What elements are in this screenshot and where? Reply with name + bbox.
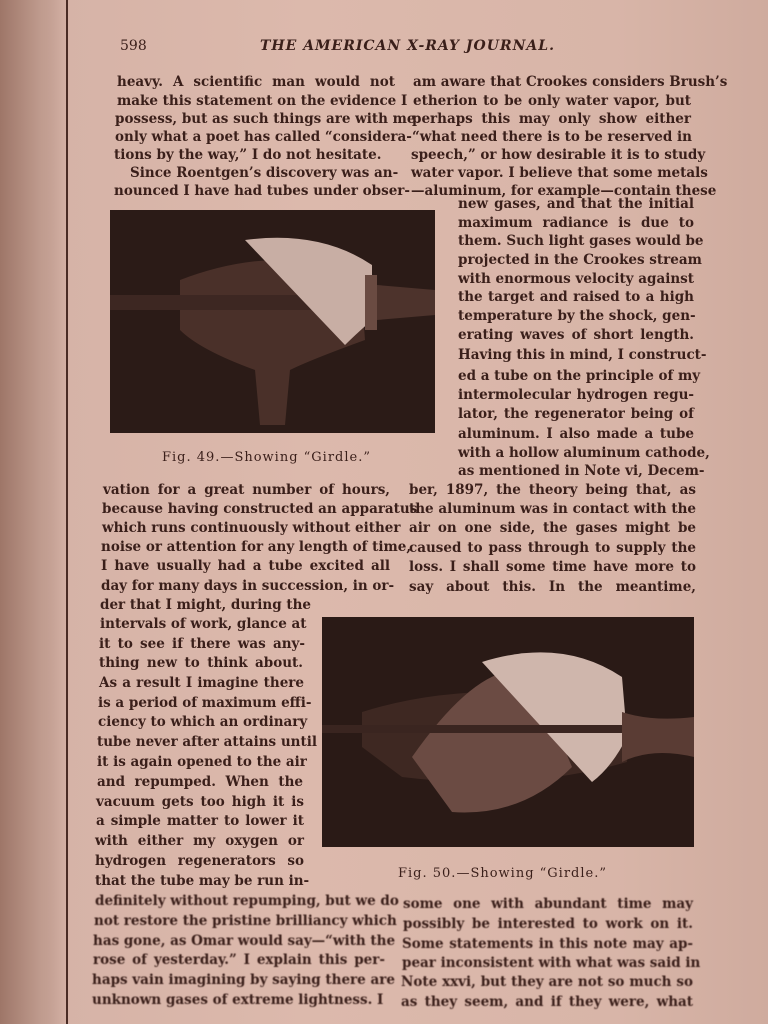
text-line: a simple matter to lower it [96,813,304,829]
text-line: nounced I have had tubes under obser- [114,183,411,199]
text-line: loss. I shall some time have more to [409,559,696,575]
page-number: 598 [120,38,147,54]
text-line: Since Roentgen’s discovery was an- [130,165,399,181]
text-line: speech,” or how desirable it is to study [411,147,706,163]
text-line: water vapor. I believe that some metals [411,165,708,181]
text-line: pear inconsistent with what was said in [402,955,701,971]
text-line: rose of yesterday.” I explain this per- [93,952,385,968]
text-line: temperature by the shock, gen- [458,308,696,324]
text-line: as mentioned in Note vi, Decem- [458,463,705,479]
text-line: it to see if there was any- [99,636,305,652]
figure-50-xray-tube-image [322,617,694,847]
text-line: intermolecular hydrogen regu- [458,387,694,403]
text-line: with either my oxygen or [95,833,304,849]
journal-title: THE AMERICAN X-RAY JOURNAL. [260,38,555,54]
text-line: perhaps this may only show either [412,111,691,127]
text-line: air on one side, the gases might be [409,520,696,536]
text-line: definitely without repumping, but we do [95,893,399,909]
text-line: As a result I imagine there [99,675,304,691]
text-line: unknown gases of extreme lightness. I [92,992,384,1008]
text-line: thing new to think about. [99,655,303,671]
text-line: which runs continuously without either [102,520,401,536]
text-line: not restore the pristine brilliancy which [94,913,397,929]
figure-49-graphic [110,210,435,433]
text-line: hydrogen regenerators so [95,853,304,869]
book-binding-shadow [0,0,70,1024]
text-line: “what need there is to be reserved in [412,129,692,145]
text-line: —aluminum, for example—contain these [411,183,717,199]
text-line: tube never after attains until [97,734,317,750]
text-line: ed a tube on the principle of my [458,368,701,384]
text-line: Some statements in this note may ap- [402,936,693,952]
text-line: say about this. In the meantime, [409,579,696,595]
text-line: as they seem, and if they were, what [401,994,693,1010]
text-line: ciency to which an ordinary [98,714,308,730]
text-line: only what a poet has called “considera- [115,129,412,145]
text-line: erating waves of short length. [458,327,694,343]
figure-50-graphic [322,617,694,847]
figure-49-caption: Fig. 49.—Showing “Girdle.” [162,450,372,465]
text-line: because having constructed an apparatus [102,501,418,517]
text-line: it is again opened to the air [97,754,307,770]
text-line: heavy. A scientific man would not [117,74,395,90]
text-line: aluminum. I also made a tube [458,426,694,442]
figure-50-caption: Fig. 50.—Showing “Girdle.” [398,866,608,881]
text-line: noise or attention for any length of time, [101,539,412,555]
text-line: am aware that Crookes considers Brush’s [413,74,728,90]
text-line: etherion to be only water vapor, but [413,93,691,109]
text-line: vacuum gets too high it is [96,794,304,810]
text-line: vation for a great number of hours, [103,482,390,498]
text-line: has gone, as Omar would say—“with the [93,933,396,949]
text-line: with enormous velocity against [458,271,694,287]
text-line: possibly be interested to work on it. [403,916,693,932]
text-line: some one with abundant time may [403,896,693,912]
figure-49-xray-tube-image [110,210,435,433]
text-line: is a period of maximum effi- [98,695,312,711]
text-line: I have usually had a tube excited all [101,558,390,574]
text-line: maximum radiance is due to [458,215,694,231]
text-line: haps vain imagining by saying there are [92,972,395,988]
text-line: them. Such light gases would be [458,233,704,249]
text-line: lator, the regenerator being of [458,406,694,422]
text-line: with a hollow aluminum cathode, [458,445,710,461]
text-line: intervals of work, glance at [100,616,307,632]
text-line: new gases, and that the initial [458,196,694,212]
book-gutter-edge [66,0,68,1024]
running-head [120,38,700,60]
text-line: Having this in mind, I construct- [458,347,707,363]
text-line: der that I might, during the [100,597,311,613]
text-line: tions by the way,” I do not hesitate. [114,147,382,163]
text-line: Note xxvi, but they are not so much so [401,974,693,990]
text-line: ber, 1897, the theory being that, as [409,482,696,498]
text-line: projected in the Crookes stream [458,252,702,268]
text-line: the aluminum was in contact with the [409,501,696,517]
text-line: and repumped. When the [97,774,303,790]
text-line: the target and raised to a high [458,289,694,305]
text-line: that the tube may be run in- [95,873,310,889]
text-line: caused to pass through to supply the [409,540,696,556]
text-line: make this statement on the evidence I [117,93,408,109]
text-line: possess, but as such things are with me [115,111,416,127]
text-line: day for many days in succession, in or- [101,578,395,594]
